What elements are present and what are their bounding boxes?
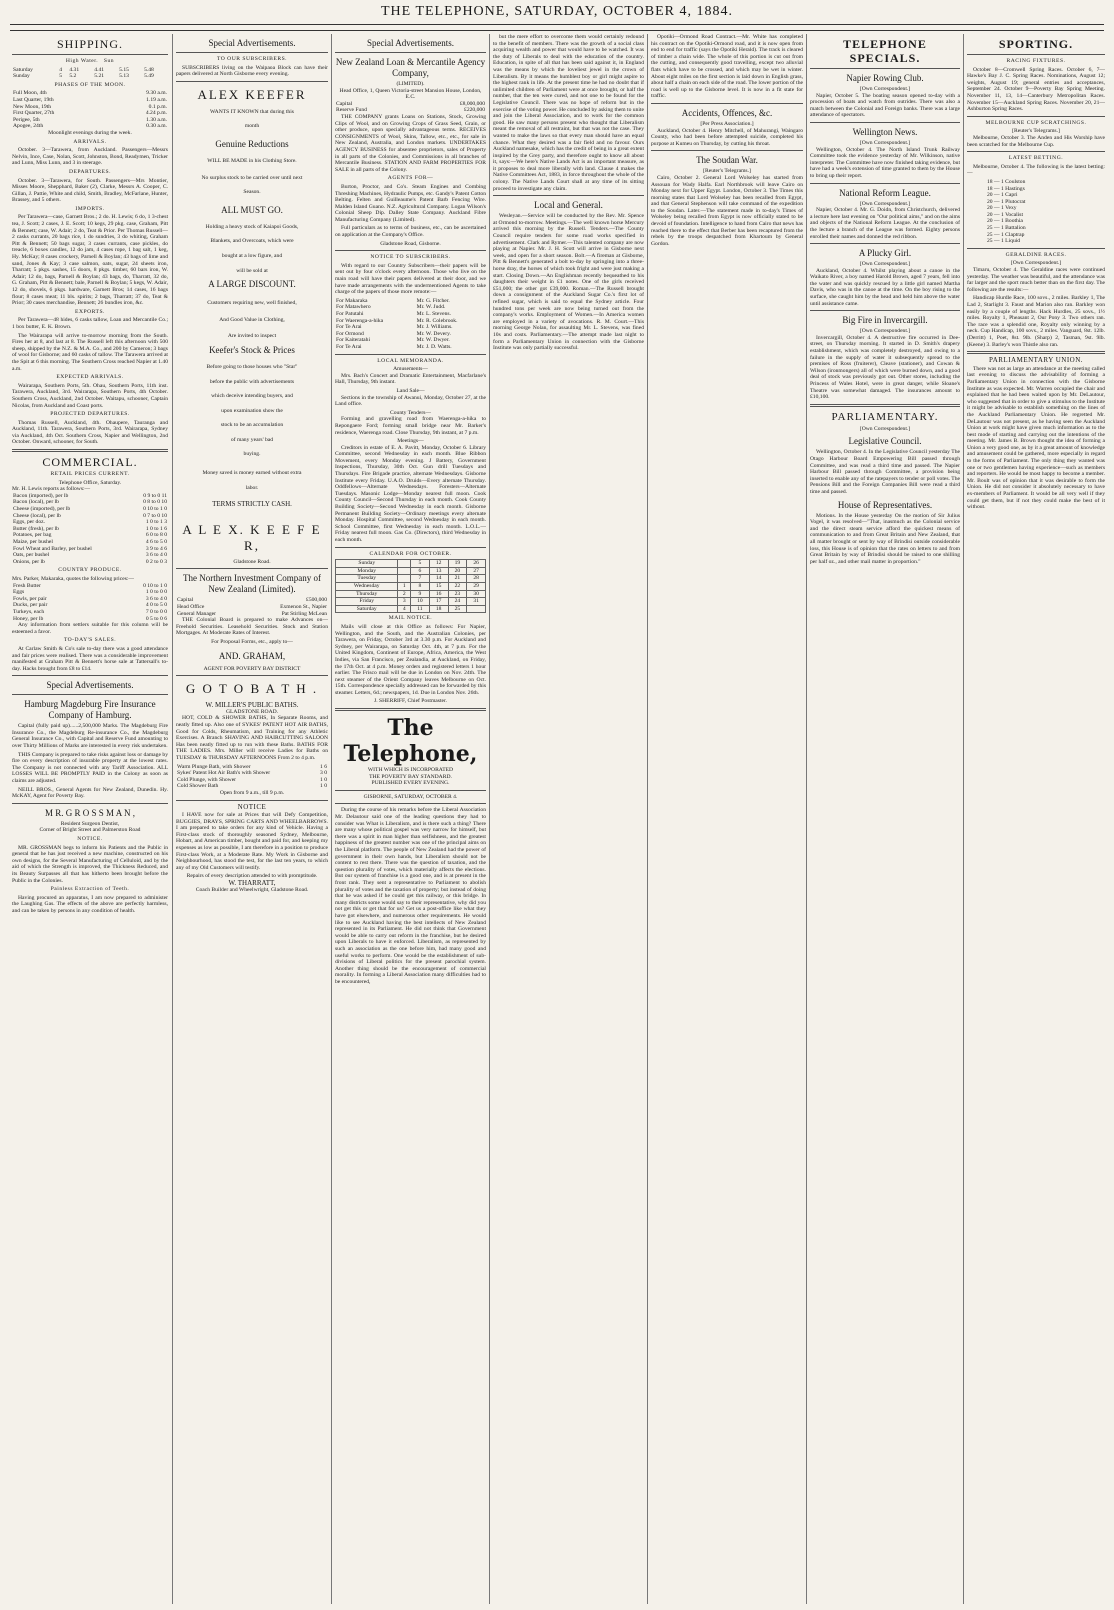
hamburg-heading: Hamburg Magdeburg Fire Insurance Company of Hamburg.: [24, 699, 156, 721]
notice-subscribers-heading: NOTICE TO SUBSCRIBERS.: [370, 254, 451, 261]
table-row: Last Quarter, 19th 1.19 a.m.: [13, 96, 167, 103]
table-row: Bacon (imported), per lb 0 9 to 0 11: [13, 492, 167, 499]
column-rule: [172, 34, 173, 1604]
agents-list: [335, 298, 486, 351]
tharratt-signature: W. THARRATT,: [228, 879, 276, 888]
meetings-heading: Meetings—: [397, 438, 424, 445]
agents-heading: AGENTS FOR—: [387, 175, 434, 182]
keefer-heading: ALEX KEEFER: [197, 86, 307, 102]
hamburg-text-2: THIS Company is prepared to take risks against loss or damage by fire on every description of insurable property at the lowest rates. The Company is not connected with any Tariff Association. ALL LOSSES WILL BE PROMPTLY PAID in the Colony as soon as claims are adjusted.: [12, 751, 168, 785]
table-row: General Manager Pat Stirling McLean: [177, 610, 327, 617]
grossman-text: MR. GROSSMAN begs to inform his Patients and the Public in general that he has just received a new machine, constructed on his own designs, for the Several Manufacturing of Celluloid, and by the aid of which the Strength is improved, the Thickness Reduced, and its Beauty Surpasses all that has hitherto been brought before the Public in the Colonies.: [12, 844, 168, 884]
hamburg-signature: NEILL BROS., General Agents for New Zealand, Dunedin. Hy. McKAY, Agent for Poverty Bay.: [12, 786, 168, 800]
wellington-text: Wellington, October 4. The North Island Trunk Railway Committee took the evidence yesterday of Mr. Wilkinson, native interpreter. The Committee have now finished taking evidence, but have had a week's extension of time granted to them by the House to bring up their report.: [810, 146, 960, 179]
local-general-heading: Local and General.: [534, 200, 603, 211]
list-item: 25 — 1 Claptrap: [987, 231, 1025, 238]
parliamentary-union-text: There was not as large an attendance at the meeting called last evening to discuss the advisability of forming a Parliamentary Union in connection with the Gisborne Institute as was expected. Mr. Warren occupied the chair and explained that he had been waited upon by Mr. DeLautour, who suggested that in order to give a stimulus to the Institute it might be advisable to establish something on the lines of the Auckland Parliamentary Union. He regretted Mr. DeLautour was not present, as he having seen the Auckland Union at work might have given much information as to the best mode of starting and carrying out the intentions of the meeting. Mr. James B. Brown thought the idea of forming a Union a very good one, as by it a great amount of knowledge and amusement could be gathered, more especially in regard to the forms of Parliament. The only thing they wanted was one or two gentlemen having experience—such as members and reporters. He would be most happy to become a member. Mr. Boult was of opinion that it was desirable to form the Union. He did not consider it absolutely necessary to have ex-members of Parliament. It would be all very well if they could get them, but if not they could make the best of it without.: [967, 365, 1105, 511]
masthead: THE TELEPHONE, SATURDAY, OCTOBER 4, 1884.: [380, 4, 733, 19]
table-row: Potatoes, per bag 6 0 to 8 0: [13, 532, 167, 539]
table-row: Cheese (imported), per lb 0 10 to 1 0: [13, 506, 167, 513]
retail-heading: RETAIL PRICES CURRENT.: [50, 471, 130, 478]
county-tenders-heading: County Tenders—: [390, 409, 431, 416]
table-row: Sunday 5 12 19 26: [336, 560, 486, 568]
country-note: Any information from settlers suitable for this column will be esteemed a favor.: [12, 622, 168, 635]
arrivals-heading: ARRIVALS.: [73, 138, 107, 145]
keefer-signature: A L E X. K E E F E R,: [182, 521, 322, 553]
meetings-text: Creditors in estate of E. A. Pavitt, Monday, October 6. Library Committee, second Wednesday in each month. Blue Ribbon Movement, every Monday evening. J Battery, Government Inspections, Thursday, 30th Oct. Gun drill Tuesdays and Thursdays. Fire Brigade practice, alternate Wednesdays. Gisborne Institute every Friday. U.A.O. Druids—Every alternate Thursday. Oddfellows—Alternate Wednesdays. Foresters—Alternate Tuesdays. Masonic Lodge—Monday nearest full moon. Cook County Council—Second Thursday in each month. Cook County Building Society—Second Wednesday in each month. Gisborne Permanent Building Society—Ordinary meetings every alternate Monday. Hospital Committee, second Wednesday in each month. School Committee, first Wednesday in each month. L.O.L.—Friday nearest full moon. Gas Co. (Directors), third Wednesday in each month.: [335, 444, 486, 543]
high-water-heading: High Water. Sun: [65, 58, 115, 64]
table-row: Friday 3 10 17 24 31: [336, 598, 486, 606]
moon-table: [12, 90, 168, 130]
telephone-published: PUBLISHED EVERY EVENING.: [371, 780, 450, 787]
column-rule: [489, 34, 490, 1604]
melbourne-text: Melbourne, October 3. The Anden and His Worship have been scratched for the Melbourne Cup.: [967, 134, 1105, 148]
betting-list: [967, 179, 1105, 245]
grossman-address: Corner of Bright Street and Palmerston Road: [39, 827, 141, 834]
hamburg-text: Capital (fully paid up)......2,500,000 Marks. The Magdeburg Fire Insurance Co., the Magdeburg Re-insurance Co., the Magdeburg General Insurance Co., with Capital and Reserve Fund amounting to over Thirty Millions of Marks are interested in every risk undertaken.: [12, 723, 168, 750]
column-telegrams: [651, 34, 803, 1606]
country-heading: COUNTRY PRODUCE.: [58, 567, 122, 574]
column-shipping: [12, 34, 168, 1606]
column-specials: [810, 34, 960, 1606]
mail-notice-text: Mails will close at this Office as follows: For Napier, Wellington, and the South, and the Australian Colonies, per Tarawera, on Friday, October 3rd at 3.30 p.m. For Auckland and Sydney, per Wairarapa, on Saturday Oct. 4th, at 7 p.m. For the United Kingdom, Continent of Europe, Africa, America, the West Indies, via San Francisco, per Zealandia, at Auckland, on Friday, the 17th Oct. at 4 p.m. Money orders and registered letters 1 hour earlier. The Frisco mail will be due in London on Nov. 24th. The next steamer of the Orient Company leaves Melbourne on Oct. 15th. Correspondence specially addressed can be forwarded by this steamer. Letters, 6d.; newspapers, 1d. Due in London Nov. 26th.: [335, 623, 486, 696]
moon-note: Moonlight evenings during the week.: [48, 129, 132, 136]
table-row: Apogee, 24th 0.30 a.m.: [13, 123, 167, 130]
geraldine-results: Handicap Hurdle Race, 100 sovs., 2 miles. Barkley 1, The Lad 2, Starlight 3. Faust and Marion also ran. Barkley won easily by a couple of lengths. Hack Hurdles, 25 sovs., 1½ miles. Royalty 1, Pheasant 2, Our Pony 3. Two others ran. The race was a splendid one, Royalty only winning by a neck. Cup Handicap, 100 sovs., 2 miles. Vanguard, 8st. 12lb. (Derritt) 1, Poet, 8st. 9lb. (Sharp) 2, Tasman, 9st. 9lb. (Keene) 3. Barley's won Thistle also ran.: [967, 295, 1105, 348]
table-row: For Kaiteratahi Mr. W. Dwyer.: [336, 337, 450, 344]
grossman-subtitle: Resident Surgeon Dentist,: [60, 820, 120, 827]
column-rule: [806, 34, 807, 1604]
table-row: Reserve Fund £220,000: [336, 107, 485, 114]
soudan-text: Cairo, October 2. General Lord Wolseley has started from Assouan for Wady Halfa. Earl Northbrook will leave Cairo on Monday next for Upper Egypt. London, October 3. The Times this morning states that Lord Wolseley has been recalled from Egypt, and that General Stephenson will take command of the expedition to the Soudan. Later.—The statement made in to-day's Times of Wolseley being recalled from Egypt is now officially stated to be devoid of foundation. Intelligence to hand from Cairo that news has reached there to the effect that Berber has been recaptured from the rebels by the troops despatched from Khartoum by General Gordon.: [651, 174, 803, 247]
land-sale-text: Sections in the township of Awanui, Monday, October 27, at the Land office.: [335, 394, 486, 408]
table-row: Cheese (local), per lb 0 7 to 0 10: [13, 512, 167, 519]
table-row: Cold Plunge, with Shower 1 0: [177, 776, 327, 783]
nzloan-text: THE COMPANY grants Loans on Stations, Stock, Growing Clips of Wool, and on Growing Crops of Grass Seed, Grain, or other produce, upon specially advantageous terms. RECEIVES CONSIGNMENTS of Wool, Skins, Tallow, etc., etc., for sale in New Zealand, Australia, and London markets. UNDERTAKES AGENCY BUSINESS for absentee proprietors, sales of Property in all parts of the Colonies, and Commissions in all branches of Mercantile Business. STATION AND FARM PROPERTIES FOR SALE in all parts of the Colony.: [335, 113, 486, 173]
table-row: Oats, per bushel 3 6 to 4 0: [13, 552, 167, 559]
table-row: Fresh Butter 0 10 to 1 0: [13, 582, 167, 589]
table-row: Warm Plunge Bath, with Shower 1 6: [177, 763, 327, 770]
plucky-girl-text: Auckland, October 4. Whilst playing about a canoe in the Waikato River, a boy named Harold Brown, aged 7 years, fell into the water and was quickly rescued by a little girl named Martha Davis, who was in the canoe at the time. On the boy rising to the surface, she caught him by the head and held him above the water until assistance came.: [810, 267, 960, 307]
subscribers-text: SUBSCRIBERS living on the Waipaoa Block can have their papers delivered at North Gisborne every evening.: [176, 64, 328, 78]
telephone-subtitle-2: THE POVERTY BAY STANDARD.: [369, 773, 452, 780]
country-prices-table: [12, 583, 168, 623]
retail-lead: Mr. H. Lewis reports as follows:—: [12, 486, 91, 493]
list-item: 20 — 1 Vocalist: [987, 211, 1023, 218]
retail-office: Telephone Office, Saturday.: [58, 479, 122, 486]
county-tenders-text: Forming and gravelling road from Waerenga-a-hika to Repongaere Ford; forming small bridge near Mr. Barker's residence, Waerenga road. Close Thursday, 9th instant, at 7 p.m.: [335, 416, 486, 436]
table-row: Butter (fresh), per lb 1 0 to 1 6: [13, 525, 167, 532]
keefer-line: ALL MUST GO.: [221, 204, 283, 215]
table-row: For Waerenga-a-hika Mr. R. Colebrook.: [336, 317, 458, 324]
to-subscribers-heading: TO OUR SUBSCRIBERS.: [216, 56, 288, 62]
list-item: 20 — 1 Plutocrat: [987, 198, 1026, 205]
table-row: For Makaraka Mr. G. Fitcher.: [336, 297, 450, 304]
baths-text: HOT, COLD & SHOWER BATHS, In Separate Rooms, and neatly fitted up. Also one of SYKES' PATENT HOT AIR BATHS, Good for Colds, Rheumatism, and Training for any Athletic Exercises. A Branch SHAVING AND HAIRCUTTING SALOON Has been neatly fitted up to run with these Baths. BATHS FOR THE LADIES. Mrs. Miller will receive Ladies for Baths on TUESDAY & THURSDAY AFTERNOONS From 2 to 4 p.m.: [176, 715, 328, 761]
accidents-heading: Accidents, Offences, &c.: [681, 107, 773, 118]
tharratt-text: I HAVE now for sale at Prices that will Defy Competition, BUGGIES, DRAYS, SPRING CARTS AND WHEELBARROWS. I am prepared to take orders for any kind of Vehicle. Having a First-class stock of thoroughly seasoned Sydney, Melbourne, Hobart, and American timber, bought and paid for, and keeping my expenses as low as possible, I am therefore in a position to produce First-class Work, at a Moderate Rate. My Work in Gisborne and Neighbourhood, has stood the test, for the last ten years, to which any of my Old Customers will testify.: [176, 812, 328, 871]
table-row: Capital £500,000: [177, 597, 327, 604]
keefer-line: And Good Value in Clothing,: [219, 316, 285, 323]
own-correspondent: [Own Correspondent.]: [1010, 260, 1062, 267]
special-ads-heading: Special Advertisements.: [208, 38, 296, 48]
fixtures-text: October 8—Cromwell Spring Races. October 6, 7—Hawke's Bay J. C. Spring Races. Nominations, August 12; weights, August 19; general entries and acceptances, September 24. October 9—Poverty Bay Spring Meeting. November 11, 13, 14—Canterbury Metropolitan Races. November 15—Auckland Spring Races. November 20, 21—Ashburton Spring Races.: [967, 66, 1105, 113]
exports-heading: EXPORTS.: [75, 308, 105, 315]
accidents-text: Auckland, October 4. Henry Mitchell, of Mahurangi, Waingaro County, who had been before attempted suicide, completed his purpose at Kumeu on Thursday, by cutting his throat.: [651, 127, 803, 147]
special-ads-heading: Special Advertisements.: [367, 38, 454, 48]
exports-text: Per Tarawera—48 hides, 6 casks tallow, Loan and Mercantile Co.; 1 box butter, E. K. Brown.: [12, 317, 168, 330]
table-row: Cold Shower Bath 1 0: [177, 783, 327, 790]
table-row: Fowls, per pair 3 6 to 4 0: [13, 595, 167, 602]
parliamentary-heading: PARLIAMENTARY.: [831, 410, 939, 423]
northern-heading: The Northern Investment Company of New Zealand (Limited).: [183, 573, 321, 595]
keefer-line: A LARGE DISCOUNT.: [208, 279, 296, 290]
table-row: For Matawhero Mr. W. Judd.: [336, 304, 446, 311]
melbourne-heading: MELBOURNE CUP SCRATCHINGS.: [985, 119, 1087, 126]
baths-owner: W. MILLER'S PUBLIC BATHS.: [205, 701, 299, 710]
expected-text: Wairarapa, Southern Ports, 5th. Ohau, Southern Ports, 11th inst. Tarawera, Auckland, 3rd. Wairarapa, Southern Ports, 4th October. Southern Cross, Auckland, 2nd October. Waitapu, schooner, Captain Nicolas, from Auckland and Coast ports.: [12, 382, 168, 409]
fire-text: Invercargill, October 4. A destructive fire occurred in Dee-street, on Thursday morning. It started in D. Smith's drapery establishment, which was completely destroyed, and owing to a failure in the supply of water it subsequently spread to the premises of Ross (fruiterer), Cleave (stationer), and Cowan & Wilson (ironmongers) all of which were burned down, and a good deal of stock was previously got out. Other stores, including the Princess of Wales Hotel, were in great danger, while Sloane's Theatre was somewhat damaged. The insurances amount to £10,100.: [810, 334, 960, 401]
calendar-heading: CALENDAR FOR OCTOBER.: [369, 550, 452, 557]
painless-heading: Painless Extraction of Teeth.: [50, 886, 130, 893]
column-advertisements: [176, 34, 328, 1606]
table-row: For Patutahi Mr. L. Stevens.: [336, 311, 451, 317]
keefer-line: stock to be an accumulation: [220, 422, 284, 429]
keefer-line: No surplus stock to be carried over until next: [201, 174, 303, 181]
expected-heading: EXPECTED ARRIVALS.: [56, 374, 124, 381]
table-row: Saturday 4 4.31 4.41 5.15 5.48: [13, 66, 154, 73]
graham-name: AND. GRAHAM,: [218, 650, 286, 661]
moon-heading: PHASES OF THE MOON.: [54, 81, 126, 88]
parliamentary-union-heading: PARLIAMENTARY UNION.: [988, 356, 1084, 365]
soudan-source: [Reuter's Telegrams.]: [703, 168, 751, 175]
table-row: Saturday 4 11 18 25: [336, 605, 486, 613]
baths-prices-table: [176, 764, 328, 790]
projected-text: Thomas Russell, Auckland, 4th. Ohaupere, Tauranga and Auckland, 11th. Tarawera, Southern Ports, 3rd. Wairarapa, Sydney via Auckland, 4th Oct. Southern Cross, Napier and Wellington, 2nd October. Onward, schooner, for South.: [12, 419, 168, 446]
departures-heading: DEPARTURES.: [68, 168, 112, 175]
list-item: 20 — 1 Vexy: [987, 205, 1017, 212]
betting-lead: Melbourne, October 4. The following is the latest betting:—: [967, 163, 1105, 177]
table-row: Wednesday 1 8 15 22 29: [336, 582, 486, 590]
list-item: 18 — 1 Hastings: [987, 185, 1025, 192]
keefer-line: which deceive intending buyers, and: [211, 393, 293, 400]
keefer-line: buying.: [243, 451, 261, 458]
column-sporting: [967, 34, 1105, 1606]
table-row: Onions, per lb 0 2 to 0 3: [13, 558, 167, 565]
country-lead: Mrs. Parker, Makaraka, quotes the following prices:—: [12, 575, 135, 582]
nzloan-limited: (LIMITED).: [396, 81, 425, 87]
fire-heading: Big Fire in Invercargill.: [842, 315, 928, 326]
table-row: Fowl Wheat and Barley, per bushel 3 9 to 4 6: [13, 545, 167, 552]
baths-address: GLADSTONE ROAD.: [225, 708, 279, 715]
departures-text: October. 3—Tarawera, for South. Passengers—Mrs Montier, Misses Moore, Shepphard, Baker (2), Clarke, Messrs A. Cooper, C. Gillan, J. Pattie, White and child, Smith, Bradley, McFarlane, Hunter, Brassey, and 5 others.: [12, 177, 168, 204]
leader-text: During the course of his remarks before the Liberal Association Mr. Delautour said one of the leading questions they had to consider was What is Liberalism, and is there such a thing? There are many whose political gospel was very narrow for himself, but there was a spirit in man higher than selfishness, and the greatest happiness of the greatest number was one of the principal aims on the Liberal platform. The people of New Zealand had the power of government in their own hands, but Liberalism should not be content to rest there. There was the question of taxation, and the question plurality of votes, which materially affects the elections. But our system of franchise is a good one, and is at present in the front rank. They sent a representative to Parliament to abolish plurality of votes and the taxation of property; but instead of doing that he was asked if he could get this railway, or this bridge. In many districts some would say to their representative, why did you not get this or get that for us? Get us a post-office like what they have got elsewhere, and numerous other requirements. He would like to see Auckland having the best intellects of New Zealand represented in its Parliament. He did not think that Government would be able to carry out reform in the franchise, but he desired upon Liberals to have it enforced. Liberalism, as represented by such an association as the one before him, had many good and useful works to perform. One would be the establishment of sub-divisions of Liberal politics for the present parochial system. Another thing should be the encouragement of commercial morality. In forming a Liberal Association many difficulties had to be encountered,: [335, 807, 486, 985]
list-item: 25 — 1 Liquid: [987, 238, 1021, 245]
keefer-line: Keefer's Stock & Prices: [209, 344, 295, 355]
table-row: Head Office Exmenon St., Napier: [177, 604, 327, 611]
column-rule: [331, 34, 332, 1604]
keefer-line: Customers requiring new, well finished,: [207, 300, 297, 307]
keefer-line: WANTS IT KNOWN that during this: [210, 108, 294, 115]
sporting-heading: SPORTING.: [998, 37, 1074, 51]
keefer-line: of many years' bad: [230, 436, 274, 443]
notice-heading: NOTICE.: [77, 836, 103, 842]
keefer-line: TERMS STRICTLY CASH.: [212, 500, 292, 509]
table-row: Maize, per bushel 4 6 to 5 0: [13, 539, 167, 545]
keefer-line: before the public with advertisements: [209, 378, 295, 385]
nzloan-office: Head Office, 1, Queen Victoria-street Mansion House, London, E.C.: [339, 87, 482, 101]
table-row: New Moon, 19th 0.1 p.m.: [13, 103, 167, 110]
plucky-girl-heading: A Plucky Girl.: [858, 248, 912, 259]
keefer-line: WILL BE MADE in his Clothing Store.: [207, 157, 297, 164]
northern-table: [176, 597, 328, 617]
baths-heading: G O T O B A T H .: [185, 681, 319, 697]
table-row: For Te Arai Mr. J. D. Watts.: [336, 343, 452, 350]
keefer-line: bought at a low figure, and: [221, 252, 283, 259]
keefer-line: labor.: [245, 484, 259, 491]
geraldine-text: Timaru, October 4. The Geraldine races were continued yesterday. The weather was beautiful, and the attendance was far larger and the sport much better than on the first day. The following are the results:—: [967, 267, 1105, 293]
painless-text: Having procured an apparatus, I am now prepared to administer the Laughing Gas. The effects of the above are perfectly harmless, and can be taken by persons in any condition of health.: [12, 894, 168, 914]
keefer-line: Holding a heavy stock of Kaiapoi Goods,: [205, 223, 299, 230]
own-correspondent: [Own Correspondent.]: [859, 261, 911, 268]
table-row: Eggs 1 0 to 0 0: [13, 589, 167, 596]
calendar-table: [335, 559, 486, 613]
agents-note: Full particulars as to terms of business, etc., can be ascertained on application at the Company's Office.: [335, 225, 486, 239]
table-row: For Ormond Mr. W. Devery.: [336, 330, 451, 337]
keefer-line: Season.: [243, 189, 261, 196]
keefer-line: month: [244, 123, 260, 130]
napier-heading: Napier Rowing Club.: [846, 73, 924, 83]
keefer-address: Gladstone Road.: [233, 558, 271, 565]
list-item: 25 — 1 Battalion: [987, 225, 1026, 232]
telephone-dateline: GISBORNE, SATURDAY, OCTOBER 4.: [363, 793, 458, 800]
house-text: Motions. In the House yesterday On the motion of Sir Julius Vogel, it was resolved—"That, inasmuch as the Colonial service and the direct steam service afford the quickest means of communication to and from Great Britain and New Zealand, that all matter brought or sent by way of Brindisi outside considerable loss, this House is of opinion that the rates on letters to and from Great Britain by way of Brindisi should be raised to one shilling per half oz., and other mail matter in proportion.": [810, 512, 960, 565]
retail-prices-table: [12, 493, 168, 566]
keefer-line: Blankets, and Overcoats, which were: [210, 238, 294, 245]
table-row: Sunday 5 5.2 5.21 5.13 5.49: [13, 73, 154, 80]
northern-forms: For Proposal Forms, etc., apply to—: [211, 639, 293, 645]
table-row: Perigee, 5th 1.30 a.m.: [13, 116, 167, 123]
imports-text: Per Tarawera—case, Garnett Bros.; 2 do. H. Lewis; 6 do, 1 3-chest tea, J. Scott; 2 cases, J. E. Scott; 10 kegs, 29 pkg. case, Graham, Pitt & Bennett; case, W. Adair; 2 do, Teat & Prior. Per Thomas Russell—2 casks currants, 20 bags rice, 1 do sundries, 3 do whiting, Graham Pitt & Bennett; 50 bags sugar, 3 cases currants, case pickles, do treacle, 6 boxes candles, 12 do jam, 4 cases rope, 1 bag salt, 1 keg, Hy. McKay; 8 cases crockery, Parnell & Boylan; 43 bags of lime and sand, Jones & Kay; 3 case salmon, oats, sugar, 24 sheets iron, Tharratt; 5 pkgs. sashes, 15 doors, 8 pkgs. timber, 60 bars iron, W. Adair; 12 do, bags, Parnell & Boylan; 43 bags, do, Tharratt, 32 do, G. Graham, Pitt & Bennett; bale, Parnell & Boylan; 5 kegs, W. Adair, 12 do, shovels, 6 pkgs. hardware, Garnett Bros; 14 cases, 16 bags flour; 8 cases meat; 11 bls. spirits; 2 bags, Tharratt; 37 do, Teat & Prior; 30 cases merchandise, Bennett; 26 bundles iron, &c.: [12, 214, 168, 307]
tide-table: [12, 67, 168, 80]
own-correspondent: [Own Correspondent.]: [859, 139, 911, 146]
special-ads-heading: Special Advertisements.: [46, 680, 134, 691]
table-row: Tuesday 7 14 21 28: [336, 575, 486, 583]
mail-signature: J. SHERRIFF, Chief Postmaster.: [374, 698, 447, 705]
accidents-source: [Per Press Association.]: [700, 120, 754, 127]
agents-address: Gladstone Road, Gisborne.: [380, 240, 441, 247]
mail-notice-heading: MAIL NOTICE.: [388, 615, 433, 622]
northern-text: THE Colonial Board is prepared to make Advances on— Freehold Securities. Leasehold Securities. Stock and Station Mortgages. At Moderate Rates of Interest.: [176, 617, 328, 637]
list-item: 18 — 1 Coulston: [987, 178, 1026, 185]
keefer-line: Money saved is money earned without extra: [202, 470, 302, 477]
table-row: Capital £8,000,000: [336, 100, 485, 107]
own-correspondent: [Own Correspondent.]: [859, 425, 911, 432]
own-correspondent: [Own Correspondent.]: [859, 200, 911, 207]
arrivals-text: October. 3—Tarawera, from Auckland. Passengers—Messrs Nelvin, Ince, Case, Nolan, Scott, Johnston, Bond, Readymen, Tricker and Lunn, Miss Lunn, and 3 in steerage.: [12, 147, 168, 167]
nzloan-table: [335, 101, 486, 114]
own-correspondent: [Own Correspondent.]: [859, 86, 911, 92]
agents-text: Burton, Proctor, and Co's. Steam Engines and Combing Threshing Machines, Hydraulic Pumps, etc. Gandy's Patent Cotton Belting. Felten and Guilleaume's Patent Barb Fencing Wire. Malden Island Guano. N.Z. Agricultural Company. Logan Wilson's Colonial Sheep Dip. Dalley State Company. Auckland Fibre Manufacturing Company (Limited).: [335, 183, 486, 223]
opotiki-road-text: Opotiki—Ormond Road Contract.—Mr. White has completed his contract on the Opotiki-Ormond road, and it is now open from end to end for traffic (says the Opotiki Herald). The track is cleared of timber a chain wide. The whole of this portion is cut out from the cutting, and consequently good travelling, except two alluvial flats which have to be crossed, and which may be wet in winter. About eight miles on the first section is laid down in English grass, about half a chain on each side of the road. The lower portion of the road is well up to the Gisborne level. It is now in a fit state for traffic.: [651, 34, 803, 100]
imports-heading: IMPORTS.: [75, 205, 105, 212]
table-row: Monday 6 13 20 27: [336, 567, 486, 575]
column-leader: [493, 34, 644, 1606]
wellington-heading: Wellington News.: [852, 126, 918, 137]
amusements-text: Mrs. Bach's Concert and Dramatic Entertainment, Macfarlane's Hall, Thursday, 9th instant.: [335, 372, 486, 386]
table-row: Full Moon, 4th 9.30 a.m.: [13, 90, 167, 97]
melbourne-source: [Reuter's Telegrams.]: [1012, 128, 1060, 135]
list-item: 20 — 1 Capri: [987, 192, 1018, 199]
land-sale-heading: Land Sale—: [396, 387, 425, 394]
tharratt-subtitle: Coach Builder and Wheelwright, Gladstone Road.: [195, 886, 309, 893]
soudan-heading: The Soudan War.: [696, 155, 758, 166]
specials-heading: TELEPHONE SPECIALS.: [843, 37, 927, 65]
todays-sales-text: At Carlaw Smith & Co's sale to-day there was a good attendance and fair prices were realised. There was a considerable improvement manifested at Graham Pitt & Bennett's horse sale at Tattersall's to-day. Hacks brought from £8 to £14.: [12, 645, 168, 672]
notice-subscribers-text: With regard to our Country Subscribers—their papers will be sent out by four o'clock every afternoon. Those who live on the main road will have their papers delivered at their door, and we have made arrangements with the undermentioned Agents to take charge of the papers of those more remote:—: [335, 262, 486, 296]
column-rule: [963, 34, 964, 1604]
reform-text: Napier, October 4. Mr. G. Doidn, from Christchurch, delivered a lecture here last evening on "Our political aims," and on the aims and objects of the National Reform League. At the conclusion of the lecture a branch of the League was formed. Eighty persons enrolled their names and donned the red ribbon.: [810, 207, 960, 240]
reform-heading: National Reform League.: [839, 187, 931, 198]
keefer-line: upon examination show the: [221, 407, 283, 414]
telephone-nameplate: The Telephone,: [343, 715, 478, 768]
table-row: Ducks, per pair 4 0 to 5 0: [13, 602, 167, 609]
table-row: Thursday 2 9 16 23 30: [336, 590, 486, 598]
legislative-heading: Legislative Council.: [848, 436, 922, 447]
table-row: For Te Arai Mr. J. Williams.: [336, 324, 453, 331]
commercial-heading: COMMERCIAL.: [42, 455, 138, 470]
telephone-subtitle: WITH WHICH IS INCORPORATED: [367, 767, 454, 774]
nzloan-heading: New Zealand Loan & Mercantile Agency Company,: [335, 57, 486, 78]
table-row: First Quarter, 27th 4.24 p.m.: [13, 110, 167, 117]
todays-sales-heading: TO-DAY'S SALES.: [63, 637, 117, 644]
list-item: 20 — 1 Boothia: [987, 218, 1023, 225]
notice-heading: NOTICE: [237, 802, 267, 811]
local-memoranda-heading: LOCAL MEMORANDA.: [377, 357, 444, 364]
local-general-text: Wesleyan.—Service will be conducted by the Rev. Mr. Spence at Ormond to-morrow. Meetings.—The well known horse Mercury arrived this morning by the Russell. Tenders.—The County Council require tenders for some road works specified in advertisement. Clark and Rymer.—This talented company are now playing at Napier. Mr. J. H. Scott will arrive in Gisborne next week, and open for a short season. Bolt.—A fireman at Gisborne, Pitt & Bennett's generated a bolt to-day by springing into a three-horse dray, the horses of which took fright and were just making a start. Closing Down.—An Englishman recently bequeathed to his daughters their weight in £1 notes. One of the girls received £51,000; the other got £39,000. Roman.—The Russell brought down a consignment of the Auckland Sugar Co.'s first lot of refined sugar, which is said to equal the Sydney article. Four hundred tons per week are now being turned out from the company's works. Employment of Women.—In America women are employed in a variety of avocations. R. M. Court.—This morning George Nolan, for assaulting Mr. L. Stevens, was fined 10s and costs. Parliamentary.—The attempt made last night to form a Parliamentary Union in connection with the Gisborne Institute was only partially successful.: [493, 213, 644, 352]
arrival-note: The Wairarapa will arrive to-morrow morning from the South. Fires her at 8, and last at 8. The Russell left this afternoon with 500 sheep, shipped by the N.Z. & M.A. Co., and 200 by Cameron; 3 bags of wool for Gisborne; and 60 casks of tallow. The Tarawera arrived at the Spit at 6 this morning. The Southern Cross reached Napier at 1.40 a.m.: [12, 332, 168, 372]
amusements-heading: Amusements—: [393, 366, 428, 373]
grossman-heading: M R. G R O S S M A N ,: [44, 807, 136, 818]
table-row: Sykes' Patent Hot Air Bath's with Shower 3 0: [177, 770, 327, 777]
keefer-line: Genuine Reductions: [215, 138, 289, 149]
table-row: Bacon (local), per lb 0 8 to 0 10: [13, 499, 167, 506]
tharratt-repairs: Repairs of every description attended to with promptitude.: [186, 873, 318, 880]
table-row: Turkeys, each 7 0 to 0 0: [13, 608, 167, 615]
own-correspondent: [Own Correspondent.]: [859, 328, 911, 335]
betting-heading: LATEST BETTING.: [1008, 155, 1064, 162]
legislative-text: Wellington, October 4. In the Legislative Council yesterday The Otago Harbour Board Empowering Bill passed through Committee, and was read a third time and passed. The Napier Harbour Bill passed through Committee, a provision being inserted to enable any of the ratepayers to tender or poll votes. The Pensions Bill and the Foreign Companies Bill were read a third time and passed.: [810, 449, 960, 495]
house-heading: House of Representatives.: [837, 499, 933, 510]
masthead-rule-top: [10, 24, 1104, 25]
masthead-rule-bottom: [10, 30, 1104, 31]
baths-hours: Open from 9 a.m., till 9 p.m.: [219, 789, 285, 796]
napier-text: Napier, October 5. The boating season opened to-day with a procession of boats and watch from outrides. There was also a match between the Colonial and Foreign banks. There was a large attendance of spectators.: [810, 92, 960, 119]
keefer-line: Before going to those houses who "Star": [206, 363, 298, 370]
shipping-heading: SHIPPING.: [56, 37, 123, 51]
column-company-notices: [335, 34, 486, 1606]
graham-subtitle: AGENT FOR POVERTY BAY DISTRICT: [203, 665, 301, 672]
leader-continued-text: but the mere effort to overcome them would certainly redound to the benefit of members. There was the growth of a social class acquiring wealth and power that would have to be watched. It was the duty of Liberals to deal with the education of the country. Education, in spite of all that has been said against it, in England was the means by which the loveliest jewel in the crown of Liberalism. By it means the humblest boy or girl might aspire to the highest rank in life. At the present time he had no doubt that if unlimited children of Parliament were at once brought, or half the number, that the ten were cured, and not one to be found for the Legislative Council. There was no hope of reform but in the exercise of the voting power. He concluded by asking them to unite and join the Liberal Association, and to work for the common good. He saw many persons present who thought that Liberalism meant the removal of all restraint, but that was not the case. They wanted to make the laws so that every man should have an equal chance. What they desired was a fair field and no favour. Ours Auckland namesake, which has the credit of being in a great extent inspired by the Grey party, and therefore ought to know all about it, says:—We here's Native Lands Act is an important measure, as it proposes to deal more liberally with land. Clause 4 makes the Native Committees Act, 1883, in force throughout the whole of the colony. The Native Lands Court shall at any time of its sitting proceed to investigate any claim.: [493, 34, 644, 192]
projected-heading: PROJECTED DEPARTURES.: [50, 411, 130, 418]
column-rule: [647, 34, 648, 1604]
table-row: Honey, per lb 0 5 to 0 6: [13, 615, 167, 622]
keefer-line: Are invited to inspect: [227, 333, 277, 340]
geraldine-heading: GERALDINE RACES.: [1005, 251, 1067, 258]
keefer-line: will be sold at: [236, 267, 268, 274]
fixtures-heading: RACING FIXTURES.: [1006, 58, 1066, 64]
table-row: Eggs, per doz. 1 0 to 1 3: [13, 519, 167, 526]
